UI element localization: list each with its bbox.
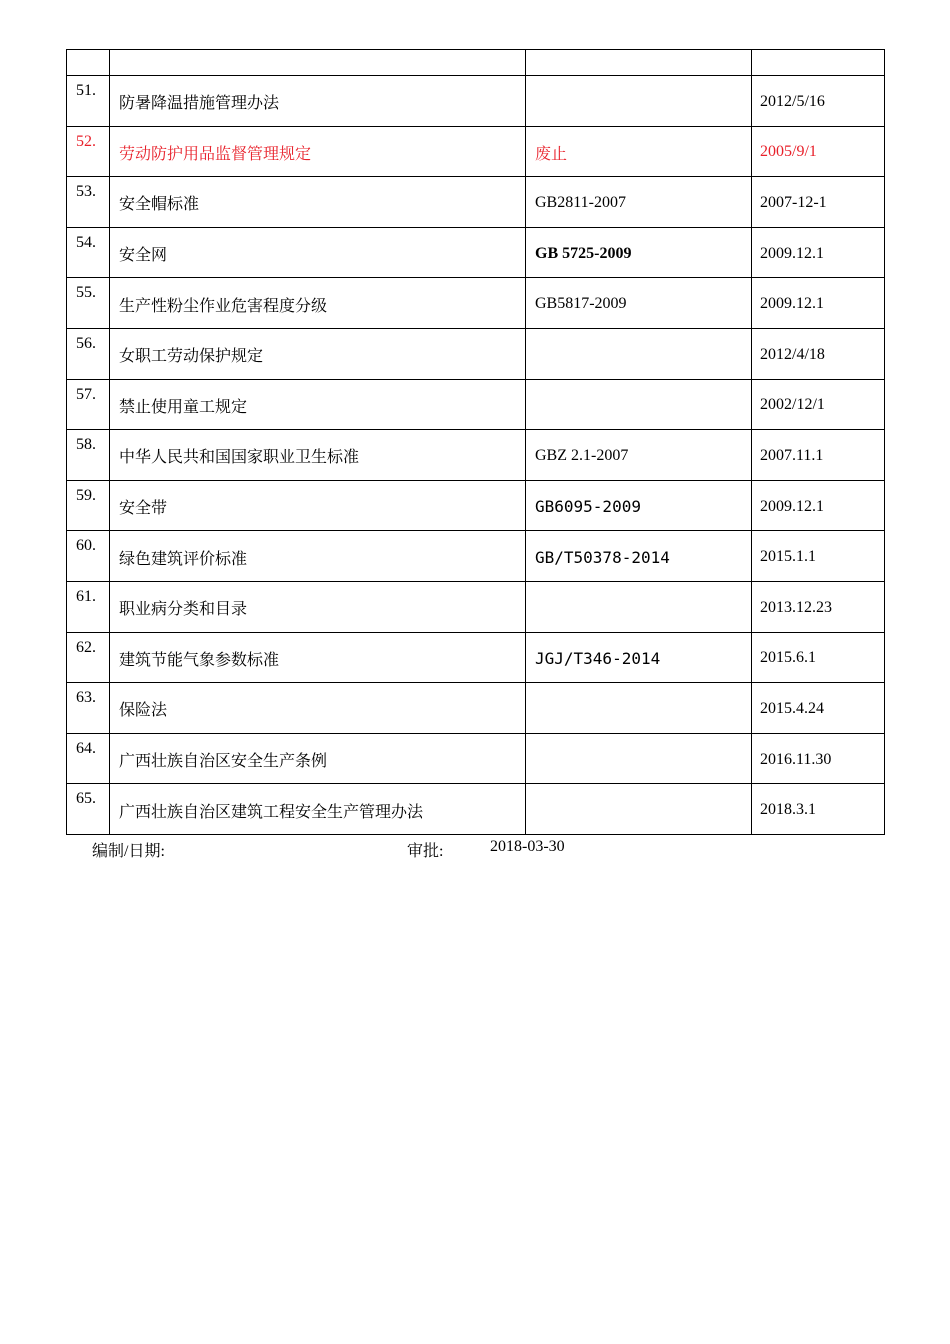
row-number: 65. — [67, 784, 110, 835]
standard-code — [526, 379, 752, 430]
effective-date: 2007-12-1 — [752, 177, 885, 228]
row-number: 64. — [67, 733, 110, 784]
regulation-name: 劳动防护用品监督管理规定 — [110, 126, 526, 177]
row-number: 54. — [67, 227, 110, 278]
effective-date: 2015.6.1 — [752, 632, 885, 683]
standard-code: GB2811-2007 — [526, 177, 752, 228]
header-cell-name — [110, 50, 526, 76]
table-row — [67, 784, 885, 835]
regulation-name: 绿色建筑评价标准 — [110, 531, 526, 582]
row-number: 59. — [67, 480, 110, 531]
effective-date: 2009.12.1 — [752, 480, 885, 531]
regulation-name: 保险法 — [110, 683, 526, 734]
row-number: 61. — [67, 581, 110, 632]
table-row — [67, 531, 885, 582]
row-number: 51. — [67, 76, 110, 127]
effective-date: 2012/5/16 — [752, 76, 885, 127]
row-number: 52. — [67, 126, 110, 177]
effective-date: 2016.11.30 — [752, 733, 885, 784]
table-row — [67, 581, 885, 632]
regulation-name: 禁止使用童工规定 — [110, 379, 526, 430]
effective-date: 2009.12.1 — [752, 227, 885, 278]
regulations-table — [66, 49, 885, 835]
standard-code: GB5817-2009 — [526, 278, 752, 329]
table-row — [67, 328, 885, 379]
effective-date: 2018.3.1 — [752, 784, 885, 835]
standard-code — [526, 733, 752, 784]
effective-date: 2012/4/18 — [752, 328, 885, 379]
header-cell-date — [752, 50, 885, 76]
table-row — [67, 379, 885, 430]
regulation-name: 职业病分类和目录 — [110, 581, 526, 632]
standard-code — [526, 328, 752, 379]
regulation-name: 防暑降温措施管理办法 — [110, 76, 526, 127]
row-number: 58. — [67, 430, 110, 481]
effective-date: 2002/12/1 — [752, 379, 885, 430]
table-row — [67, 177, 885, 228]
regulation-name: 安全带 — [110, 480, 526, 531]
regulation-name: 中华人民共和国国家职业卫生标准 — [110, 430, 526, 481]
row-number: 62. — [67, 632, 110, 683]
row-number: 60. — [67, 531, 110, 582]
table-row — [67, 227, 885, 278]
row-number: 53. — [67, 177, 110, 228]
table-row — [67, 126, 885, 177]
header-cell-standard — [526, 50, 752, 76]
regulation-name: 广西壮族自治区建筑工程安全生产管理办法 — [110, 784, 526, 835]
effective-date: 2009.12.1 — [752, 278, 885, 329]
effective-date: 2007.11.1 — [752, 430, 885, 481]
table-row — [67, 76, 885, 127]
regulation-name: 女职工劳动保护规定 — [110, 328, 526, 379]
table-body — [67, 50, 885, 835]
compiled-date-label: 编制/日期: — [92, 843, 165, 860]
standard-code: GB/T50378-2014 — [526, 531, 752, 582]
effective-date: 2015.1.1 — [752, 531, 885, 582]
row-number: 57. — [67, 379, 110, 430]
regulation-name: 建筑节能气象参数标准 — [110, 632, 526, 683]
table-row — [67, 278, 885, 329]
row-number: 63. — [67, 683, 110, 734]
regulation-name: 生产性粉尘作业危害程度分级 — [110, 278, 526, 329]
row-number: 55. — [67, 278, 110, 329]
effective-date: 2015.4.24 — [752, 683, 885, 734]
regulation-name: 广西壮族自治区安全生产条例 — [110, 733, 526, 784]
row-number: 56. — [67, 328, 110, 379]
header-cell-number — [67, 50, 110, 76]
standard-code — [526, 581, 752, 632]
approval-date: 2018-03-30 — [490, 838, 565, 855]
standard-code — [526, 784, 752, 835]
standard-code: GB6095-2009 — [526, 480, 752, 531]
table-row — [67, 632, 885, 683]
table-row — [67, 480, 885, 531]
table-row — [67, 683, 885, 734]
table-row — [67, 733, 885, 784]
effective-date: 2005/9/1 — [752, 126, 885, 177]
standard-code — [526, 76, 752, 127]
standard-code: GBZ 2.1-2007 — [526, 430, 752, 481]
effective-date: 2013.12.23 — [752, 581, 885, 632]
standard-code: JGJ/T346-2014 — [526, 632, 752, 683]
regulation-name: 安全帽标准 — [110, 177, 526, 228]
standard-code — [526, 683, 752, 734]
table-row — [67, 430, 885, 481]
regulation-name: 安全网 — [110, 227, 526, 278]
standard-code: 废止 — [526, 126, 752, 177]
approval-label: 审批: — [407, 843, 444, 860]
standard-code: GB 5725-2009 — [526, 227, 752, 278]
table-header-row — [67, 50, 885, 76]
